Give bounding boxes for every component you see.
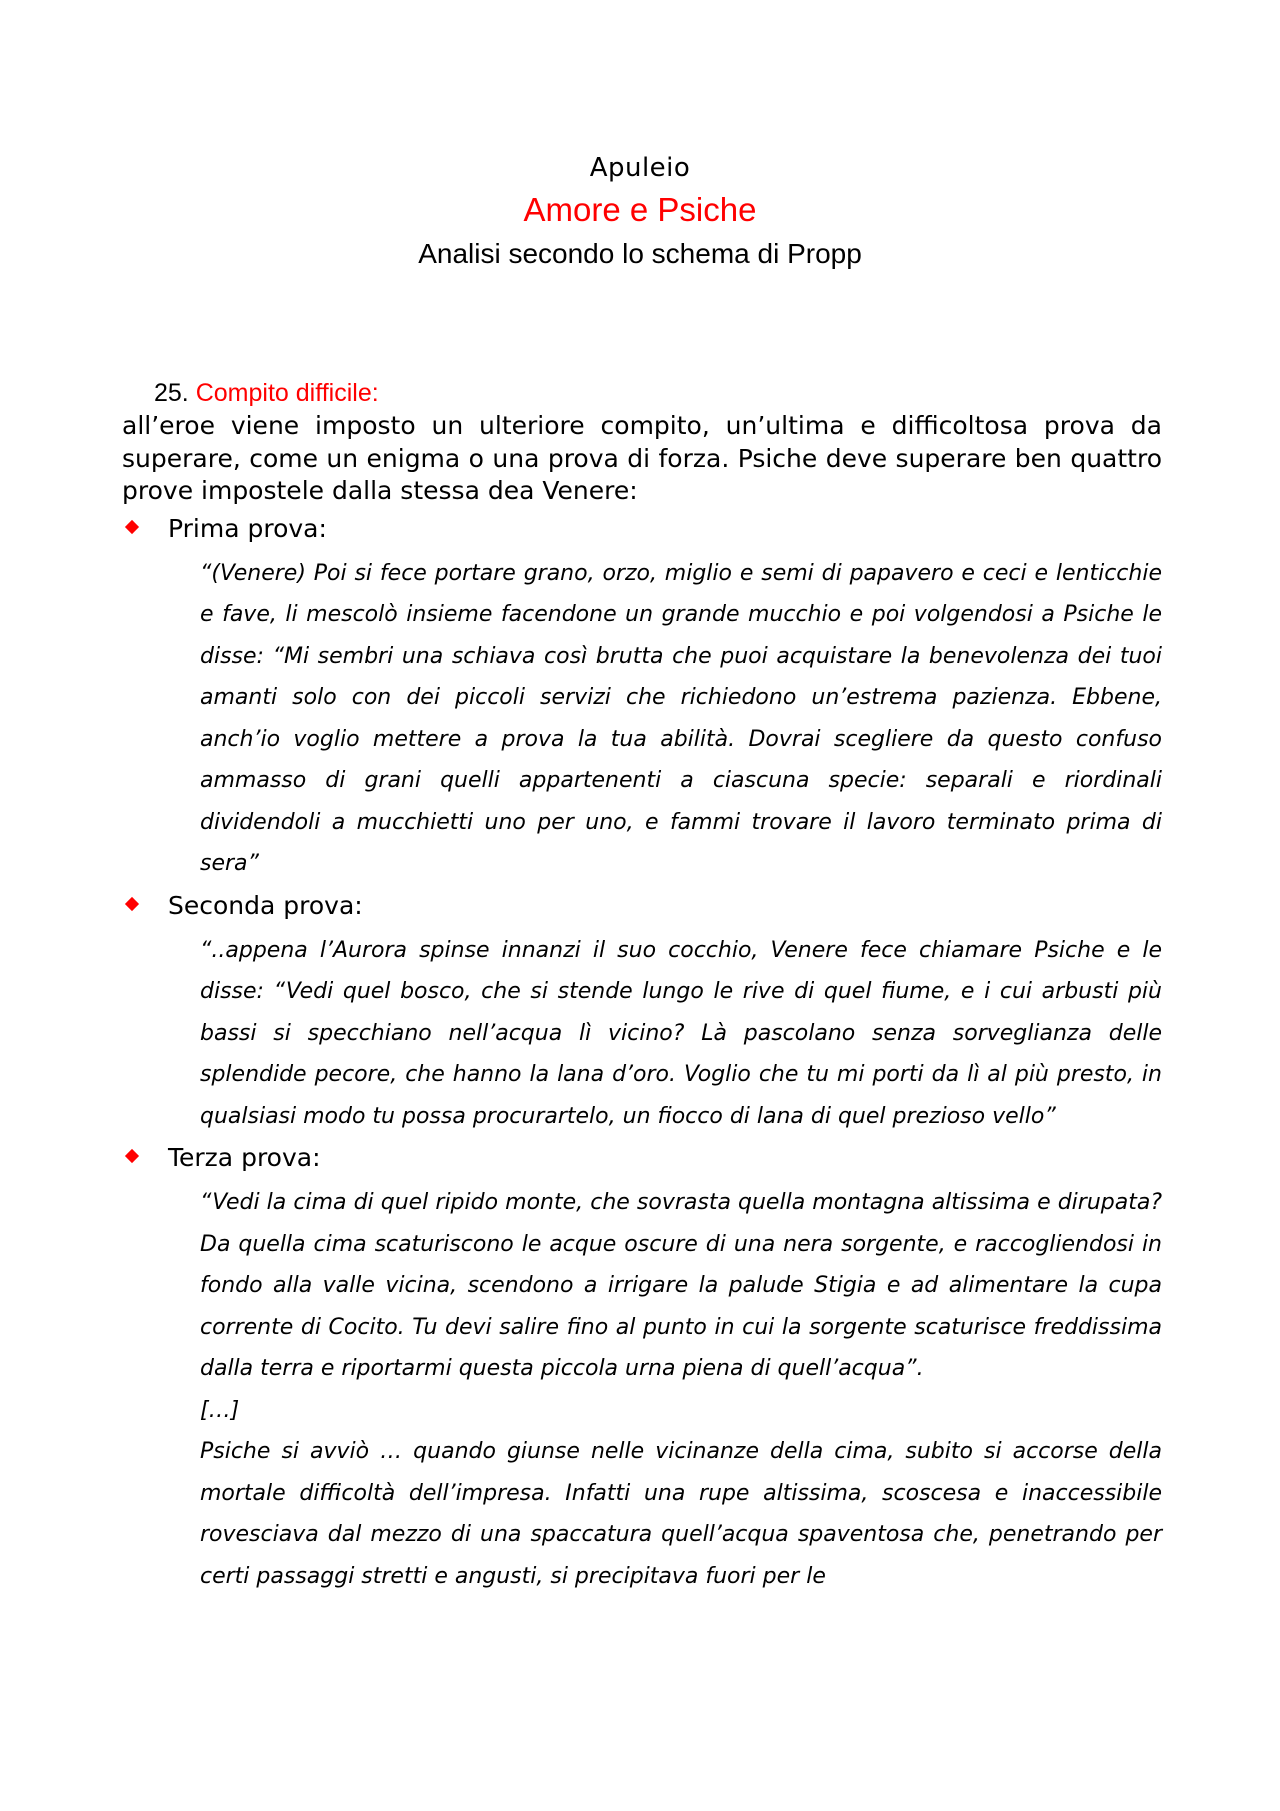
author-name: Apuleio bbox=[589, 153, 691, 183]
section-label: Compito difficile: bbox=[195, 379, 379, 407]
work-title: Amore e Psiche bbox=[523, 191, 757, 228]
prova-item bbox=[122, 885, 1162, 1138]
red-diamond-bullet-icon bbox=[125, 1149, 139, 1163]
prova-label bbox=[122, 1137, 1162, 1179]
prova-label bbox=[122, 885, 1162, 927]
prova-item bbox=[122, 1137, 1162, 1597]
document-header bbox=[0, 148, 1280, 276]
section-number: 25. bbox=[154, 379, 189, 407]
prova-quote bbox=[200, 550, 1162, 885]
prova-quote bbox=[200, 1179, 1162, 1597]
prova-label-text: Prima prova: bbox=[168, 513, 327, 543]
section-intro: all’eroe viene imposto un ulteriore compito, un’ultima e difficoltosa prova da superare, come un enigma o una prova di forza. Psiche deve superare ben quattro prove impostele dalla stessa dea Venere: bbox=[122, 411, 1162, 505]
red-diamond-bullet-icon bbox=[125, 896, 139, 910]
prova-label-text: Terza prova: bbox=[168, 1143, 321, 1172]
prova-label bbox=[122, 508, 1162, 550]
quote-paragraph: “Vedi la cima di quel ripido monte, che sovrasta quella montagna altissima e dirupata? Da quella cima scaturiscono le acque oscure di una nera sorgente, e raccogliendosi in fondo alla valle vicina, scendono a irrigare la palude Stigia e ad alimentare la cupa corrente di Cocito. Tu devi salire fino al punto in cui la sorgente scaturisce freddissima dalla terra e riportarmi questa piccola urna piena di quell’acqua”. bbox=[200, 1190, 1162, 1381]
red-diamond-bullet-icon bbox=[125, 519, 139, 533]
quote-paragraph: Psiche si avviò … quando giunse nelle vicinanze della cima, subito si accorse della mortale difficoltà dell’impresa. Infatti una rupe altissima, scoscesa e inaccessibile rovesciava dal mezzo di una spaccatura quell’acqua spaventosa che, penetrando per certi passaggi stretti e angusti, si precipitava fuori per le bbox=[200, 1439, 1162, 1589]
section-compito-difficile bbox=[122, 372, 1162, 1597]
document-subtitle: Analisi secondo lo schema di Propp bbox=[418, 238, 862, 269]
prova-quote bbox=[200, 927, 1162, 1138]
prova-label-text: Seconda prova: bbox=[168, 890, 363, 920]
quote-paragraph: “(Venere) Poi si fece portare grano, orzo, miglio e semi di papavero e ceci e lenticchie e fave, li mescolò insieme facendone un grande mucchio e poi volgendosi a Psiche le disse: “Mi sembri una schiava così brutta che puoi acquistare la benevolenza dei tuoi amanti solo con dei piccoli servizi che richiedono un’estrema pazienza. Ebbene, anch’io voglio mettere a prova la tua abilità. Dovrai scegliere da questo confuso ammasso di grani quelli appartenenti a ciascuna specie: separali e riordinali dividendoli a mucchietti uno per uno, e fammi trovare il lavoro terminato prima di sera” bbox=[200, 560, 1162, 876]
quote-paragraph: “..appena l’Aurora spinse innanzi il suo cocchio, Venere fece chiamare Psiche e le disse: “Vedi quel bosco, che si stende lungo le rive di quel fiume, e i cui arbusti più bassi si specchiano nell’acqua lì vicino? Là pascolano senza sorveglianza delle splendide pecore, che hanno la lana d’oro. Voglio che tu mi porti da lì al più presto, in qualsiasi modo tu possa procurartelo, un fiocco di lana di quel prezioso vello” bbox=[200, 937, 1162, 1129]
section-heading bbox=[122, 372, 1162, 414]
quote-ellipsis: […] bbox=[200, 1397, 240, 1423]
prova-item bbox=[122, 508, 1162, 885]
